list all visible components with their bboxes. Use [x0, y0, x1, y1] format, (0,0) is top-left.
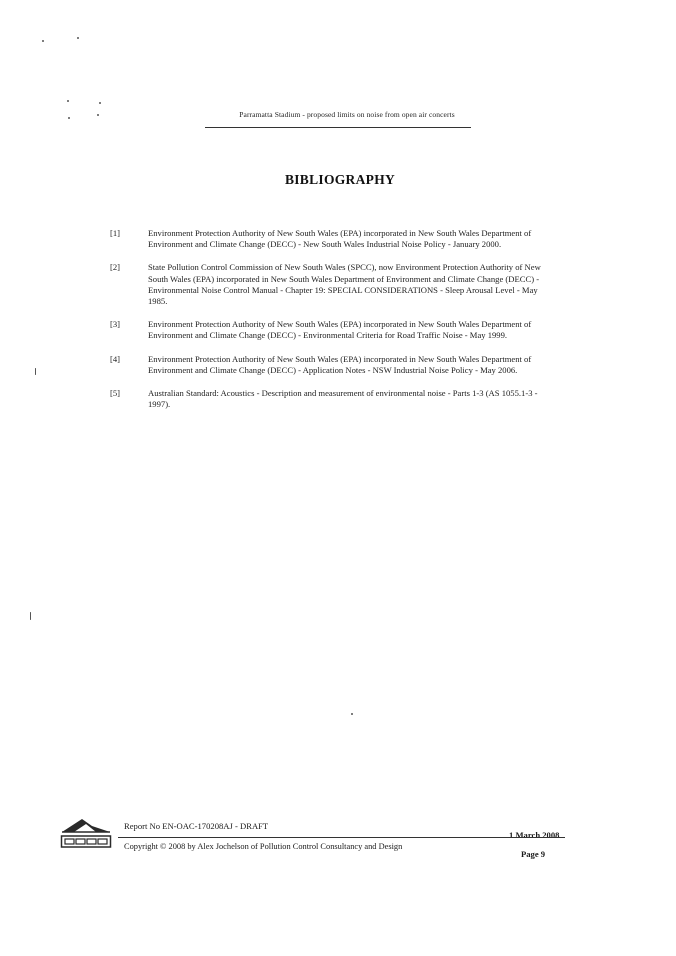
bibliography-entry — [110, 354, 550, 376]
scan-speck — [42, 40, 44, 42]
scan-speck — [68, 117, 70, 119]
footer-divider — [118, 837, 565, 838]
scan-speck — [351, 713, 353, 715]
entry-text: Australian Standard: Acoustics - Description and measurement of environmental noise - Parts 1-3 (AS 1055.1-3 - 1997). — [148, 388, 538, 410]
entry-text: Environment Protection Authority of New South Wales (EPA) incorporated in New South Wales Department of Environment and Climate Change (DECC) - Environmental Criteria for Road Traffic Noise - May 1999. — [148, 319, 532, 341]
pccd-logo-icon — [60, 818, 112, 850]
scan-speck — [35, 368, 36, 375]
entry-number: [5] — [110, 388, 121, 399]
bibliography-entry — [110, 228, 550, 250]
entry-text: State Pollution Control Commission of New South Wales (SPCC), now Environment Protection Authority of New South Wales (EPA) incorporated in New South Wales Department of Environment and Climate Change (DECC) - Environmental Noise Control Manual - Chapter 19: SPECIAL CONSIDERATIONS - Sleep Arousal Level - May 1985. — [148, 262, 541, 307]
bibliography-list — [110, 228, 550, 410]
scan-speck — [67, 100, 69, 102]
entry-number: [3] — [110, 319, 121, 330]
report-date: 1 March 2008 — [509, 830, 560, 840]
running-header: Parramatta Stadium - proposed limits on noise from open air concerts — [239, 110, 455, 119]
entry-number: [1] — [110, 228, 121, 238]
entry-number: [2] — [110, 262, 121, 273]
report-number: Report No EN-OAC-170208AJ - DRAFT — [124, 821, 269, 831]
header-divider — [205, 127, 471, 128]
bibliography-entry — [110, 262, 550, 307]
scan-speck — [30, 612, 31, 620]
bibliography-entry — [110, 319, 550, 341]
scan-speck — [99, 102, 101, 104]
page-number: Page 9 — [521, 849, 546, 859]
bibliography-entry — [110, 388, 550, 410]
entry-number: [4] — [110, 353, 121, 364]
scan-speck — [77, 37, 79, 39]
entry-text: Environment Protection Authority of New South Wales (EPA) incorporated in New South Wales Department of Environment and Climate Change (DECC) - New South Wales Industrial Noise Policy - January 2000. — [148, 228, 532, 250]
page-title: BIBLIOGRAPHY — [284, 172, 396, 187]
entry-text: Environment Protection Authority of New South Wales (EPA) incorporated in New South Wales Department of Environment and Climate Change (DECC) - Application Notes - NSW Industrial Noise Policy - May 2006. — [148, 353, 532, 375]
scan-speck — [97, 114, 99, 116]
copyright-notice: Copyright © 2008 by Alex Jochelson of Pollution Control Consultancy and Design — [124, 842, 403, 851]
